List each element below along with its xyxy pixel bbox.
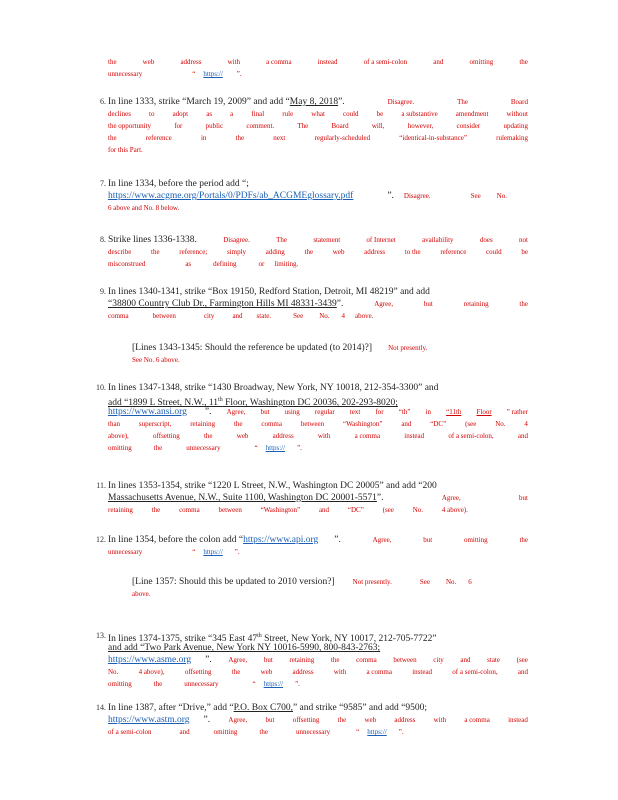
word: as xyxy=(185,260,192,268)
https-link[interactable]: https:// xyxy=(367,728,387,736)
word: ”. xyxy=(234,548,240,556)
word: reference; xyxy=(179,248,208,256)
word: (see xyxy=(382,506,394,514)
word: the xyxy=(108,58,117,66)
superscript: th xyxy=(218,397,223,403)
https-link[interactable]: https:// xyxy=(203,548,223,556)
word: to the xyxy=(404,248,421,256)
word: and xyxy=(433,58,444,66)
word: be xyxy=(376,110,384,118)
word: No. xyxy=(445,578,457,586)
word: but xyxy=(423,300,433,308)
word: reference xyxy=(145,134,172,142)
word: comma xyxy=(261,420,282,428)
query-note-line-1357 xyxy=(132,576,532,600)
word: but xyxy=(519,494,528,502)
word: adopt xyxy=(172,110,189,118)
underlined-insertion: Floor, Washington DC 20036, 202-293-8020; xyxy=(222,398,398,409)
word: city xyxy=(433,656,444,664)
item-5-continuation xyxy=(108,56,528,80)
word: in xyxy=(200,134,207,142)
word: and xyxy=(517,668,528,676)
word: for xyxy=(174,122,183,130)
word: text xyxy=(349,408,361,416)
word: the opportunity xyxy=(108,122,151,130)
word: offsetting xyxy=(184,668,212,676)
word: could xyxy=(486,248,502,256)
word: omitting xyxy=(213,728,238,736)
word: adding xyxy=(265,248,285,256)
word: retaining xyxy=(190,420,216,428)
underlined-insertion: P.O. Box C700, xyxy=(233,703,293,713)
word: the xyxy=(153,680,163,688)
word: address xyxy=(394,716,416,724)
word: could xyxy=(342,110,359,118)
comment-line xyxy=(108,430,528,442)
word: “DC” xyxy=(430,420,447,428)
body-line xyxy=(132,576,532,588)
word: the xyxy=(233,420,243,428)
body-text: ”. xyxy=(387,191,394,201)
word: the xyxy=(153,444,163,452)
word: address xyxy=(272,432,294,440)
word: address xyxy=(180,58,202,66)
item-number: 7. xyxy=(100,179,106,188)
word: (see xyxy=(465,420,477,428)
word: offsetting xyxy=(292,716,320,724)
word: unnecessary xyxy=(186,444,221,452)
word: omitting xyxy=(108,444,132,452)
word: a comma xyxy=(266,58,292,66)
comment-line xyxy=(108,132,528,144)
word: Agree, xyxy=(374,300,394,308)
word: simply xyxy=(226,248,247,256)
word: what xyxy=(311,110,325,118)
word: final xyxy=(251,110,265,118)
word: Not presently. xyxy=(388,344,428,352)
body-line xyxy=(108,714,528,726)
word: “DC” xyxy=(347,506,364,514)
word: using xyxy=(284,408,300,416)
word: “ xyxy=(192,548,196,556)
body-text: In lines 1347-1348, strike “1430 Broadway, New York, NY 10018, 212-354-3300” and xyxy=(108,383,439,393)
word: reference xyxy=(440,248,467,256)
word: a xyxy=(230,110,234,118)
word: the xyxy=(259,728,268,736)
word: but xyxy=(265,716,275,724)
word: city xyxy=(203,312,215,320)
word: not xyxy=(518,236,528,244)
word: state xyxy=(487,656,500,664)
word: but xyxy=(260,408,270,416)
word: Agree, xyxy=(228,656,248,664)
item-number: 6. xyxy=(100,97,106,106)
word: between xyxy=(152,312,176,320)
comment-line xyxy=(108,108,528,120)
word: “ xyxy=(254,444,258,452)
word: comment. xyxy=(246,122,275,130)
body-text: ”. xyxy=(204,407,212,417)
word: retaining xyxy=(289,656,315,664)
word: without xyxy=(506,110,528,118)
body-text: In lines 1374-1375, strike “345 East 47 xyxy=(108,634,258,645)
word: with xyxy=(317,432,331,440)
body-text: In lines 1353-1354, strike “1220 L Street, N.W., Washington DC 20005” and add “200 xyxy=(108,481,437,491)
item-9 xyxy=(100,286,528,322)
underlined-insertion: May 8, 2018 xyxy=(289,97,339,107)
word: amendment xyxy=(455,110,489,118)
word: than xyxy=(108,420,121,428)
word: a substantive xyxy=(401,110,438,118)
comment-line xyxy=(132,354,532,366)
body-text: ” and strike “9585” and add “9500; xyxy=(292,703,427,713)
word: and xyxy=(460,656,471,664)
word: statement xyxy=(313,236,341,244)
item-13 xyxy=(96,630,528,690)
body-text: In lines 1340-1341, strike “Box 19150, Redford Station, Detroit, MI 48219” and add xyxy=(108,287,430,297)
body-line xyxy=(108,96,528,108)
comment-line xyxy=(108,56,528,68)
word: a comma xyxy=(354,432,381,440)
word: the xyxy=(235,134,245,142)
body-line xyxy=(108,480,528,492)
comment-line xyxy=(108,68,528,80)
word: unnecessary xyxy=(108,70,143,78)
body-line xyxy=(108,234,528,246)
body-line xyxy=(108,382,528,394)
word: for this Part. xyxy=(108,146,143,154)
word: of a semi-colon xyxy=(363,58,408,66)
word: No. xyxy=(319,312,330,320)
word: (see xyxy=(516,656,528,664)
word: web xyxy=(332,248,345,256)
word: retaining xyxy=(463,300,489,308)
word: omitting xyxy=(108,680,132,688)
item-8 xyxy=(100,234,528,270)
astm-link[interactable]: https://www.astm.org xyxy=(108,715,190,725)
word: Agree, xyxy=(372,536,392,544)
word: 4 xyxy=(524,420,528,428)
body-text: Street, New York, NY 10017, 212-705-7722” xyxy=(261,634,437,645)
word: public xyxy=(205,122,224,130)
word: the xyxy=(519,536,528,544)
word: 6 above and No. 8 below. xyxy=(108,204,180,212)
item-number: 10. xyxy=(96,383,106,392)
word: rule xyxy=(282,110,294,118)
word: Disagree. xyxy=(387,98,415,106)
comment-line xyxy=(108,258,528,270)
word: however, xyxy=(407,122,434,130)
word: No. xyxy=(496,192,507,200)
comment-line xyxy=(108,310,528,322)
word: above. xyxy=(132,590,151,598)
word: does xyxy=(479,236,493,244)
ansi-link[interactable]: https://www.ansi.org xyxy=(108,407,187,417)
body-line xyxy=(108,534,528,546)
word: No. xyxy=(495,420,506,428)
word: See xyxy=(293,312,304,320)
comment-line xyxy=(108,666,528,678)
word: Disagree. xyxy=(223,236,250,244)
word: comma xyxy=(356,656,377,664)
word: See No. 6 above. xyxy=(132,356,180,364)
word: instead xyxy=(508,716,528,724)
item-number: 12. xyxy=(96,535,106,544)
body-text: ”. xyxy=(338,97,345,107)
body-line xyxy=(108,298,528,310)
word: the xyxy=(151,248,160,256)
body-text: ”. xyxy=(376,493,384,503)
https-link[interactable]: https:// xyxy=(203,70,223,78)
word: web xyxy=(364,716,377,724)
word: a comma xyxy=(464,716,490,724)
comment-line xyxy=(108,144,528,156)
word: retaining xyxy=(108,506,133,514)
comment-line xyxy=(108,504,468,516)
item-number: 14. xyxy=(96,703,106,712)
word: No. xyxy=(412,506,424,514)
word: the xyxy=(519,58,528,66)
word: 4 above), xyxy=(138,668,165,676)
word: declines xyxy=(108,110,131,118)
comment-line xyxy=(108,726,528,738)
word: ”. xyxy=(297,444,302,452)
word: rulemaking xyxy=(496,134,528,142)
word: Board xyxy=(510,98,528,106)
word: describe xyxy=(108,248,132,256)
word: and xyxy=(179,728,190,736)
word: in xyxy=(425,408,431,416)
acgme-glossary-link[interactable]: https://www.acgme.org/Portals/0/PDFs/ab_ACGMEglossary.pdf xyxy=(108,191,354,201)
body-text: ”. xyxy=(205,655,212,665)
word: and xyxy=(232,312,243,320)
word: ”. xyxy=(236,70,242,78)
item-12 xyxy=(96,534,528,558)
word: above), xyxy=(108,432,129,440)
word: 4 above). xyxy=(441,506,468,514)
word: omitting xyxy=(469,58,494,66)
word: limiting. xyxy=(274,260,299,268)
word: between xyxy=(218,506,242,514)
comment-line xyxy=(108,418,528,430)
body-text: In line 1387, after “Drive,” add “ xyxy=(108,703,234,713)
word: “identical-in-substance” xyxy=(399,134,467,142)
word: regularly-scheduled xyxy=(314,134,371,142)
word: superscript, xyxy=(138,420,172,428)
comment-line xyxy=(108,120,528,132)
body-line xyxy=(108,406,528,418)
item-11 xyxy=(96,480,528,516)
word: Disagree. xyxy=(403,192,431,200)
word: “th” xyxy=(398,408,411,416)
query-note-lines-1343 xyxy=(132,342,532,366)
body-line xyxy=(108,492,528,504)
word: See xyxy=(419,578,430,586)
body-line xyxy=(108,642,528,654)
item-6 xyxy=(100,96,528,156)
word: and xyxy=(401,420,412,428)
https-link[interactable]: https:// xyxy=(265,444,286,452)
word: The xyxy=(297,122,309,130)
word: between xyxy=(393,656,417,664)
underlined-insertion: add “1899 L Street, N.W., 11 xyxy=(108,398,219,409)
word: Agree, xyxy=(441,494,461,502)
word: Agree, xyxy=(228,716,248,724)
word: defining xyxy=(213,260,237,268)
word: unnecessary xyxy=(184,680,219,688)
body-text: [Line 1357: Should this be updated to 2010 version?] xyxy=(132,577,335,587)
word: a comma xyxy=(366,668,392,676)
word: the xyxy=(231,668,241,676)
word: unnecessary xyxy=(108,548,143,556)
asme-link[interactable]: https://www.asme.org xyxy=(108,655,192,665)
word: and xyxy=(517,432,528,440)
word: misconstrued xyxy=(108,260,146,268)
body-text: In line 1334, before the period add “; xyxy=(108,179,249,189)
comment-line xyxy=(108,202,528,214)
word: the xyxy=(151,506,161,514)
underlined-insertion: “38800 Country Club Dr., Farmington Hills MI 48331-3439 xyxy=(108,299,337,309)
word: the xyxy=(203,432,213,440)
comment-line xyxy=(108,546,528,558)
word: of a semi-colon, xyxy=(448,432,494,440)
word: for xyxy=(375,408,384,416)
word: the xyxy=(337,716,347,724)
word: ”. xyxy=(295,680,300,688)
item-14 xyxy=(96,702,528,738)
word: address xyxy=(364,248,386,256)
word: be xyxy=(521,248,528,256)
word: ” rather xyxy=(506,408,528,416)
body-text: Strike lines 1336-1338. xyxy=(108,235,197,245)
word: instead xyxy=(317,58,338,66)
word: and xyxy=(318,506,330,514)
word: “11th xyxy=(446,408,462,416)
body-line xyxy=(108,654,528,666)
word: “Washington” xyxy=(342,420,383,428)
body-line xyxy=(108,630,528,645)
comment-line xyxy=(108,678,528,690)
body-text: ”. xyxy=(336,299,344,309)
word: Floor xyxy=(476,408,492,416)
comment-line xyxy=(108,246,528,258)
word: with xyxy=(333,668,347,676)
word: The xyxy=(276,236,288,244)
body-line xyxy=(108,178,528,190)
body-line xyxy=(108,190,528,202)
word: 6 xyxy=(468,578,472,586)
word: above. xyxy=(355,312,374,320)
word: No. xyxy=(108,668,119,676)
word: the xyxy=(304,248,314,256)
body-line xyxy=(108,286,528,298)
item-number: 9. xyxy=(100,287,106,296)
word: or xyxy=(258,260,265,268)
word: the xyxy=(108,134,117,142)
body-text: ”. xyxy=(334,535,341,545)
body-line xyxy=(108,702,528,714)
body-line xyxy=(132,342,532,354)
word: regular xyxy=(314,408,335,416)
item-number: 8. xyxy=(100,235,106,244)
word: See xyxy=(470,192,481,200)
word: next xyxy=(273,134,286,142)
body-text: ”. xyxy=(203,715,211,725)
word: Board xyxy=(331,122,349,130)
word: the xyxy=(330,656,340,664)
word: of a semi-colon, xyxy=(452,668,498,676)
superscript: th xyxy=(257,633,262,639)
word: web xyxy=(260,668,273,676)
word: but xyxy=(263,656,273,664)
word: availability xyxy=(422,236,454,244)
https-link[interactable]: https:// xyxy=(263,680,284,688)
word: state. xyxy=(256,312,272,320)
item-7 xyxy=(100,178,528,214)
word: 4 xyxy=(341,312,346,320)
word: consider xyxy=(456,122,481,130)
word: unnecessary xyxy=(295,728,331,736)
word: omitting xyxy=(463,536,488,544)
word: Not presently. xyxy=(352,578,392,586)
body-text: [Lines 1343-1345: Should the reference be updated (to 2014)?] xyxy=(132,343,373,353)
word: but xyxy=(423,536,433,544)
item-number: 13. xyxy=(96,631,106,640)
word: “ xyxy=(252,680,256,688)
word: The xyxy=(457,98,468,106)
underlined-insertion: and add “Two Park Avenue, New York NY 10016-5990, 800-843-2763; xyxy=(108,643,381,653)
word: Agree, xyxy=(226,408,246,416)
word: updating xyxy=(503,122,528,130)
word: comma xyxy=(108,312,129,320)
item-10 xyxy=(96,382,528,454)
word: offsetting xyxy=(153,432,180,440)
word: of a semi-colon xyxy=(108,728,152,736)
underlined-insertion: Massachusetts Avenue, N.W., Suite 1100, Washington DC 20001-5571 xyxy=(108,493,377,503)
word: between xyxy=(300,420,325,428)
word: ”. xyxy=(398,728,404,736)
word: comma xyxy=(179,506,200,514)
word: of Internet xyxy=(366,236,396,244)
word: instead xyxy=(404,432,425,440)
word: to xyxy=(149,110,155,118)
body-text: In line 1333, strike “March 19, 2009” and add “ xyxy=(108,97,290,107)
word: the xyxy=(519,300,528,308)
body-line xyxy=(108,394,528,409)
word: address xyxy=(292,668,314,676)
word: web xyxy=(142,58,155,66)
word: web xyxy=(236,432,249,440)
body-text: In line 1354, before the colon add “ xyxy=(108,535,244,545)
item-number: 11. xyxy=(96,481,106,490)
api-link[interactable]: https://www.api.org xyxy=(243,535,319,545)
word: as xyxy=(206,110,213,118)
word: “ xyxy=(356,728,360,736)
comment-line xyxy=(132,588,532,600)
word: “ xyxy=(192,70,196,78)
word: with xyxy=(433,716,447,724)
comment-line xyxy=(108,442,528,454)
word: with xyxy=(227,58,241,66)
word: instead xyxy=(412,668,433,676)
word: will, xyxy=(371,122,385,130)
word: “Washington” xyxy=(260,506,301,514)
